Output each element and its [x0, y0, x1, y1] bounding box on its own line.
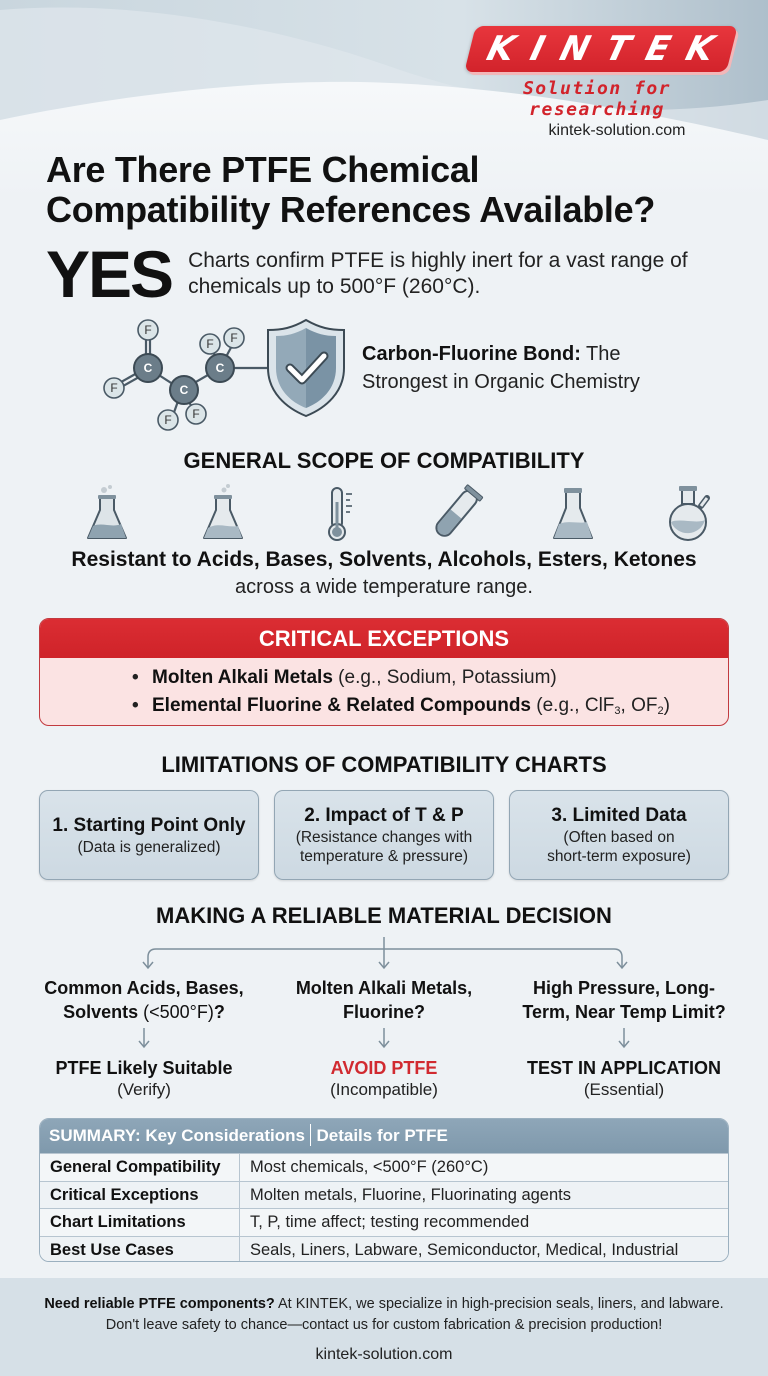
footer-cta-bold: Need reliable PTFE components? — [44, 1296, 275, 1312]
svg-text:F: F — [192, 407, 200, 421]
exception-item-detail: (e.g., ClF — [531, 695, 615, 716]
row-key: General Compatibility — [40, 1154, 240, 1181]
footer-cta — [0, 1278, 768, 1376]
arrow-down-icon — [264, 1024, 504, 1052]
limitation-card-title: 2. Impact of T & P — [304, 805, 464, 826]
decision-note: (Incompatible) — [330, 1080, 438, 1099]
limitation-card-sub: (Resistance changes with — [295, 829, 473, 846]
limitation-card — [274, 790, 494, 880]
limitation-card-title: 1. Starting Point Only — [52, 814, 246, 836]
acid-flask-icon — [78, 484, 136, 544]
logo-tagline: Solution for researching — [522, 78, 672, 120]
scope-sub-text: across a wide temperature range. — [235, 576, 533, 598]
answer-row — [46, 237, 708, 311]
row-key: Chart Limitations — [40, 1209, 240, 1236]
critical-exceptions-list — [40, 658, 728, 725]
exception-item-title: Molten Alkali Metals — [152, 667, 333, 688]
summary-table — [39, 1118, 729, 1262]
limitations-cards — [39, 790, 729, 880]
summary-table-header — [40, 1119, 728, 1153]
limitation-card-sub: (Data is generalized) — [77, 838, 221, 856]
subscript: 2 — [657, 705, 664, 717]
answer-yes: YES — [46, 237, 173, 311]
header-url-link[interactable]: kintek-solution.com — [548, 122, 686, 139]
svg-text:C: C — [143, 361, 153, 375]
limitation-card — [39, 790, 259, 880]
svg-text:F: F — [206, 337, 214, 351]
decision-note: (Verify) — [117, 1080, 171, 1099]
thermometer-icon — [311, 484, 369, 544]
decision-result: TEST IN APPLICATION — [526, 1058, 721, 1078]
test-tube-icon — [427, 484, 485, 544]
brand-logo[interactable] — [452, 26, 742, 140]
row-value: Molten metals, Fluorine, Fluorinating agents — [250, 1185, 571, 1204]
critical-exceptions-heading: CRITICAL EXCEPTIONS — [40, 619, 728, 658]
decision-question — [264, 976, 504, 1024]
scope-main-text: Resistant to Acids, Bases, Solvents, Alcohols, Esters, Ketones — [71, 548, 697, 571]
exception-item — [132, 664, 728, 692]
scope-heading: GENERAL SCOPE OF COMPATIBILITY — [183, 448, 585, 473]
decision-branch-molten — [264, 976, 504, 1101]
svg-text:C: C — [179, 383, 189, 397]
table-row — [40, 1236, 728, 1263]
footer-text — [0, 1278, 768, 1336]
exception-item — [132, 692, 728, 725]
critical-exceptions-box — [39, 618, 729, 726]
svg-text:C: C — [215, 361, 225, 375]
table-row — [40, 1153, 728, 1181]
summary-header-left: SUMMARY: Key Considerations — [49, 1126, 305, 1145]
decision-question — [504, 976, 744, 1024]
molecule-icon — [96, 316, 346, 436]
limitation-card-title: 3. Limited Data — [551, 805, 687, 826]
row-key: Best Use Cases — [40, 1237, 240, 1263]
page-title — [46, 150, 746, 230]
arrow-down-icon — [504, 1024, 744, 1052]
round-bottom-flask-icon — [660, 484, 718, 544]
question-line1: High Pressure, Long- — [532, 978, 716, 998]
question-line2: Solvents — [63, 1002, 139, 1022]
row-value: Most chemicals, <500°F (260°C) — [250, 1158, 489, 1176]
limitations-heading: LIMITATIONS OF COMPATIBILITY CHARTS — [161, 752, 607, 777]
exception-item-title: Elemental Fluorine & Related Compounds — [152, 695, 531, 716]
svg-text:F: F — [164, 413, 172, 427]
question-line1: Common Acids, Bases, — [44, 978, 244, 998]
svg-text:F: F — [110, 381, 118, 395]
decision-result-warning: AVOID PTFE — [330, 1058, 438, 1078]
decision-result: PTFE Likely Suitable — [55, 1058, 233, 1078]
question-line1: Molten Alkali Metals, — [295, 978, 473, 998]
question-line2: Term, Near Temp Limit? — [522, 1002, 726, 1022]
logo-badge — [464, 26, 737, 72]
footer-url-link[interactable]: kintek-solution.com — [315, 1346, 453, 1363]
question-line2: Fluorine? — [343, 1002, 425, 1022]
row-key: Critical Exceptions — [40, 1182, 240, 1209]
exception-item-detail: , OF — [620, 695, 658, 716]
row-value: T, P, time affect; testing recommended — [250, 1213, 530, 1231]
table-row — [40, 1181, 728, 1209]
logo-wordmark: KINTEK — [482, 29, 736, 69]
limitation-card-sub: short-term exposure) — [547, 848, 691, 865]
row-value: Seals, Liners, Labware, Semiconductor, Medical, Industrial — [250, 1240, 679, 1259]
decision-question — [24, 976, 264, 1024]
limitation-card-sub: temperature & pressure) — [300, 848, 468, 865]
exception-item-detail: (e.g., Sodium, Potassium) — [332, 667, 557, 688]
svg-text:F: F — [144, 323, 152, 337]
arrow-down-icon — [24, 1024, 264, 1052]
answer-text: Charts confirm PTFE is highly inert for a vast range of chemicals up to 500°F (260°C). — [188, 249, 688, 298]
decision-note: (Essential) — [583, 1080, 665, 1099]
decision-flow-arrows — [0, 935, 768, 975]
base-flask-icon — [194, 484, 252, 544]
limitation-card-sub: (Often based on — [563, 829, 675, 846]
exception-item-detail: ) — [663, 695, 670, 716]
decision-branch-common — [24, 976, 264, 1101]
question-line2-normal: (<500°F) — [138, 1002, 214, 1022]
decision-heading: MAKING A RELIABLE MATERIAL DECISION — [156, 903, 612, 928]
subscript: 3 — [614, 705, 621, 717]
footer-cta-rest: At KINTEK, we specialize in high-precision seals, liners, and labware. Don't leave safety to chance—contact us for custom fabrication & precision production! — [105, 1296, 724, 1333]
bond-caption-bold: Carbon-Fluorine Bond: — [362, 343, 581, 365]
decision-branch-high-pressure — [504, 976, 744, 1101]
bond-row — [96, 316, 716, 436]
limitation-card — [509, 790, 729, 880]
svg-text:F: F — [230, 331, 238, 345]
bond-caption-line2: Strongest in Organic Chemistry — [362, 371, 640, 393]
shield-check-icon — [268, 320, 344, 416]
erlenmeyer-flask-icon — [544, 484, 602, 544]
bond-caption — [362, 340, 640, 396]
title-line-2: Compatibility References Available? — [46, 189, 656, 230]
table-row — [40, 1208, 728, 1236]
bond-caption-rest: The — [580, 343, 621, 365]
question-line2-end: ? — [213, 1002, 225, 1022]
summary-header-right: Details for PTFE — [316, 1126, 448, 1145]
scope-icons — [78, 484, 718, 544]
header-divider — [310, 1124, 312, 1146]
title-line-1: Are There PTFE Chemical — [46, 149, 480, 190]
